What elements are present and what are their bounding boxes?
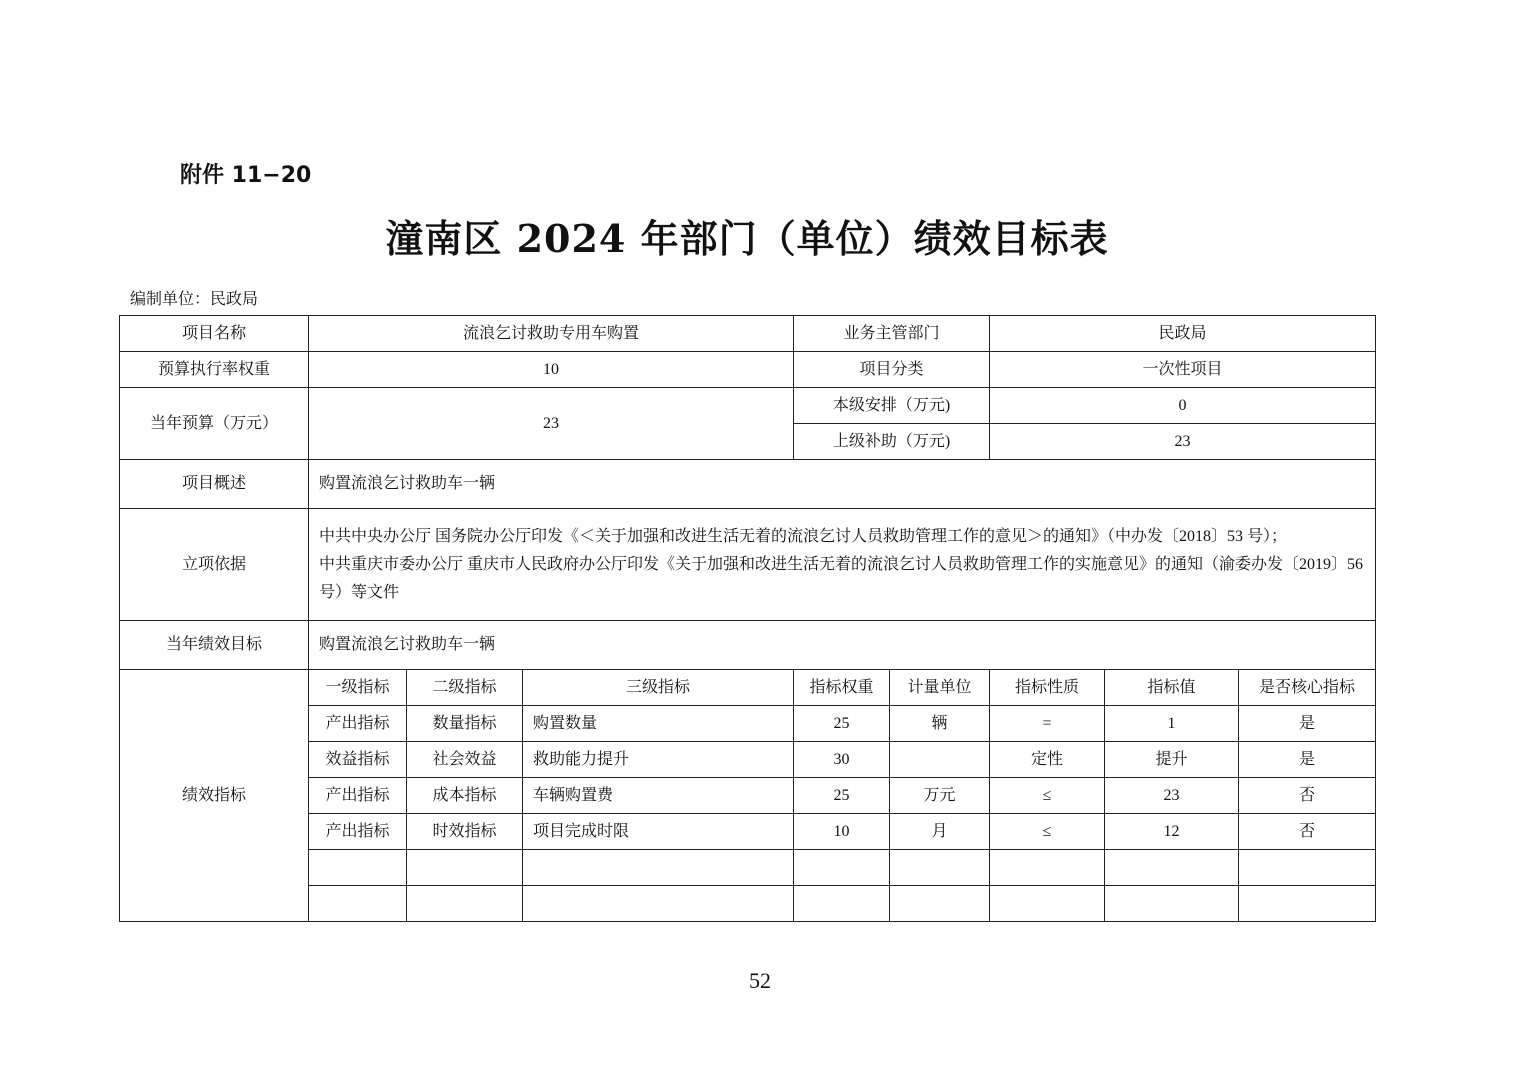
indicator-row: [120, 814, 1376, 850]
project-category-label: 项目分类: [794, 352, 990, 388]
indicator-row: [120, 778, 1376, 814]
header-level1: 一级指标: [309, 670, 407, 706]
local-arrangement-value: 0: [990, 388, 1376, 424]
weight-cell: 30: [794, 742, 890, 778]
unit-cell: 万元: [890, 778, 990, 814]
level2-cell: 成本指标: [407, 778, 523, 814]
value-cell: 23: [1105, 778, 1239, 814]
page-number: 52: [749, 968, 771, 993]
upper-subsidy-value: 23: [990, 424, 1376, 460]
nature-cell: ≤: [990, 814, 1105, 850]
level2-cell: [407, 886, 523, 922]
execution-weight-value: 10: [309, 352, 794, 388]
row-overview: [120, 460, 1376, 509]
weight-cell: 10: [794, 814, 890, 850]
level2-cell: 社会效益: [407, 742, 523, 778]
level3-cell: 购置数量: [523, 706, 794, 742]
weight-cell: 25: [794, 778, 890, 814]
basis-line-2: 中共重庆市委办公厅 重庆市人民政府办公厅印发《关于加强和改进生活无着的流浪乞讨人员救助管理工作的实施意见》的通知（渝委办发〔2019〕56 号）等文件: [319, 555, 1364, 601]
core-cell: 是: [1239, 706, 1376, 742]
indicator-row-empty: [120, 850, 1376, 886]
nature-cell: [990, 850, 1105, 886]
page-title: 潼南区 2024 年部门（单位）绩效目标表: [385, 216, 1109, 261]
local-arrangement-label: 本级安排（万元): [794, 388, 990, 424]
header-weight: 指标权重: [794, 670, 890, 706]
core-cell: 否: [1239, 814, 1376, 850]
project-name-label: 项目名称: [120, 316, 309, 352]
annual-budget-value: 23: [309, 388, 794, 460]
level3-cell: 项目完成时限: [523, 814, 794, 850]
indicator-header-row: [120, 670, 1376, 706]
header-value: 指标值: [1105, 670, 1239, 706]
level1-cell: [309, 886, 407, 922]
row-annual-goal: [120, 621, 1376, 670]
weight-cell: 25: [794, 706, 890, 742]
unit-cell: [890, 742, 990, 778]
level3-cell: 车辆购置费: [523, 778, 794, 814]
unit-cell: [890, 850, 990, 886]
annual-goal-label: 当年绩效目标: [120, 621, 309, 670]
overview-label: 项目概述: [120, 460, 309, 509]
unit-cell: 月: [890, 814, 990, 850]
row-basis: [120, 509, 1376, 621]
core-cell: 否: [1239, 778, 1376, 814]
compiling-unit: 编制单位：民政局: [130, 291, 259, 308]
indicator-row: [120, 742, 1376, 778]
overview-value: 购置流浪乞讨救助车一辆: [309, 460, 1376, 509]
level3-cell: 救助能力提升: [523, 742, 794, 778]
value-cell: 提升: [1105, 742, 1239, 778]
department-value: 民政局: [990, 316, 1376, 352]
header-nature: 指标性质: [990, 670, 1105, 706]
basis-line-1: 中共中央办公厅 国务院办公厅印发《＜关于加强和改进生活无着的流浪乞讨人员救助管理工作的意见＞的通知》（中办发〔2018〕53 号）；: [319, 527, 1288, 545]
level3-cell: [523, 886, 794, 922]
indicator-row: [120, 706, 1376, 742]
level1-cell: 产出指标: [309, 778, 407, 814]
header-level3: 三级指标: [523, 670, 794, 706]
core-cell: 是: [1239, 742, 1376, 778]
row-project-name: [120, 316, 1376, 352]
nature-cell: ≤: [990, 778, 1105, 814]
level3-cell: [523, 850, 794, 886]
project-category-value: 一次性项目: [990, 352, 1376, 388]
project-name-value: 流浪乞讨救助专用车购置: [309, 316, 794, 352]
department-label: 业务主管部门: [794, 316, 990, 352]
level1-cell: 产出指标: [309, 706, 407, 742]
attachment-label: 附件 11−20: [180, 163, 312, 188]
row-budget-local: [120, 388, 1376, 424]
level2-cell: 时效指标: [407, 814, 523, 850]
indicators-section-label: 绩效指标: [120, 670, 309, 922]
header-unit: 计量单位: [890, 670, 990, 706]
nature-cell: [990, 886, 1105, 922]
core-cell: [1239, 850, 1376, 886]
level1-cell: 效益指标: [309, 742, 407, 778]
indicator-row-empty: [120, 886, 1376, 922]
nature-cell: =: [990, 706, 1105, 742]
unit-cell: [890, 886, 990, 922]
value-cell: [1105, 850, 1239, 886]
execution-weight-label: 预算执行率权重: [120, 352, 309, 388]
weight-cell: [794, 850, 890, 886]
nature-cell: 定性: [990, 742, 1105, 778]
performance-target-table: [119, 315, 1376, 922]
value-cell: 1: [1105, 706, 1239, 742]
header-level2: 二级指标: [407, 670, 523, 706]
row-execution-weight: [120, 352, 1376, 388]
annual-goal-value: 购置流浪乞讨救助车一辆: [309, 621, 1376, 670]
weight-cell: [794, 886, 890, 922]
level2-cell: [407, 850, 523, 886]
value-cell: [1105, 886, 1239, 922]
basis-label: 立项依据: [120, 509, 309, 621]
level2-cell: 数量指标: [407, 706, 523, 742]
value-cell: 12: [1105, 814, 1239, 850]
annual-budget-label: 当年预算（万元）: [120, 388, 309, 460]
upper-subsidy-label: 上级补助（万元): [794, 424, 990, 460]
core-cell: [1239, 886, 1376, 922]
level1-cell: 产出指标: [309, 814, 407, 850]
level1-cell: [309, 850, 407, 886]
basis-value: [309, 509, 1376, 621]
unit-cell: 辆: [890, 706, 990, 742]
header-core: 是否核心指标: [1239, 670, 1376, 706]
